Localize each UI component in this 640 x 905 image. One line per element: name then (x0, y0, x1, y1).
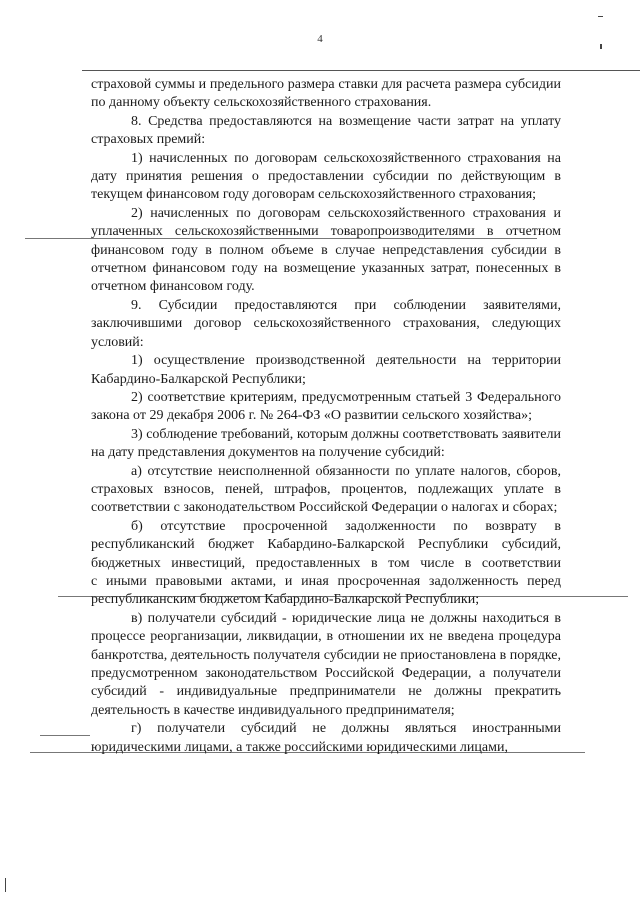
paragraph: г) получатели субсидий не должны являться иностранными юридическими лицами, а также российскими юридическими лицами, (91, 721, 561, 755)
paragraph: 1) начисленных по договорам сельскохозяйственного страхования на дату принятия решения о предоставлении субсидии по действующим в текущем финансовом году договорам сельскохозяйственного страхования; (91, 150, 561, 203)
paragraph: 1) осуществление производственной деятельности на территории Кабардино-Балкарской Республики; (91, 353, 561, 387)
scan-line (40, 735, 90, 736)
paragraph: с иными правовыми актами, и иная просроченная задолженность перед республиканским бюджетом Кабардино-Балкарской Республики; (91, 573, 561, 608)
scan-mark (600, 44, 602, 49)
paragraph: 2) соответствие критериям, предусмотренным статьей 3 Федерального закона от 29 декабря 2006 г. № 264-ФЗ «О развитии сельского хозяйства»; (91, 389, 561, 424)
document-body (91, 76, 561, 757)
header-rule (82, 70, 640, 71)
paragraph: 8. Средства предоставляются на возмещение части затрат на уплату страховых премий: (91, 113, 561, 148)
scan-mark (598, 16, 603, 17)
paragraph: 2) начисленных по договорам сельскохозяйственного страхования и уплаченных сельскохозяйственными товаропроизводителями в отчетном финансовом году в полном объеме в случае непредставления субсидии в отчетном финансовом году на возмещение указанных затрат, понесенных в отчетном финансовом году. (91, 205, 561, 295)
paragraph: б) отсутствие просроченной задолженности по возврату в республиканский бюджет Кабардино-Балкарской Республики субсидий, бюджетных инвестиций, предоставленных в том числе в соответствии (91, 518, 561, 571)
scan-mark (5, 878, 6, 892)
paragraph: а) отсутствие неисполненной обязанности по уплате налогов, сборов, страховых взносов, пеней, штрафов, процентов, подлежащих уплате в соответствии с законодательством Российской Федерации о налогах и сборах; (91, 463, 561, 516)
paragraph: страховой суммы и предельного размера ставки для расчета размера субсидии по данному объекту сельскохозяйственного страхования. (91, 77, 561, 111)
page-number: 4 (317, 33, 323, 45)
paragraph: 3) соблюдение требований, которым должны соответствовать заявители на дату представления документов на получение субсидий: (91, 426, 561, 461)
paragraph: в) получатели субсидий - юридические лица не должны находиться в процессе реорганизации, ликвидации, в отношении их не введена процедура банкротства, деятельность получателя субсидии не приостановлена в порядке, предусмотренном законодательством Российской Федерации, а получатели субсидий - индивидуальные предприниматели не должны прекратить деятельность в качестве индивидуального предпринимателя; (91, 610, 561, 718)
paragraph: 9. Субсидии предоставляются при соблюдении заявителями, заключившими договор сельскохозяйственного страхования, следующих условий: (91, 297, 561, 350)
